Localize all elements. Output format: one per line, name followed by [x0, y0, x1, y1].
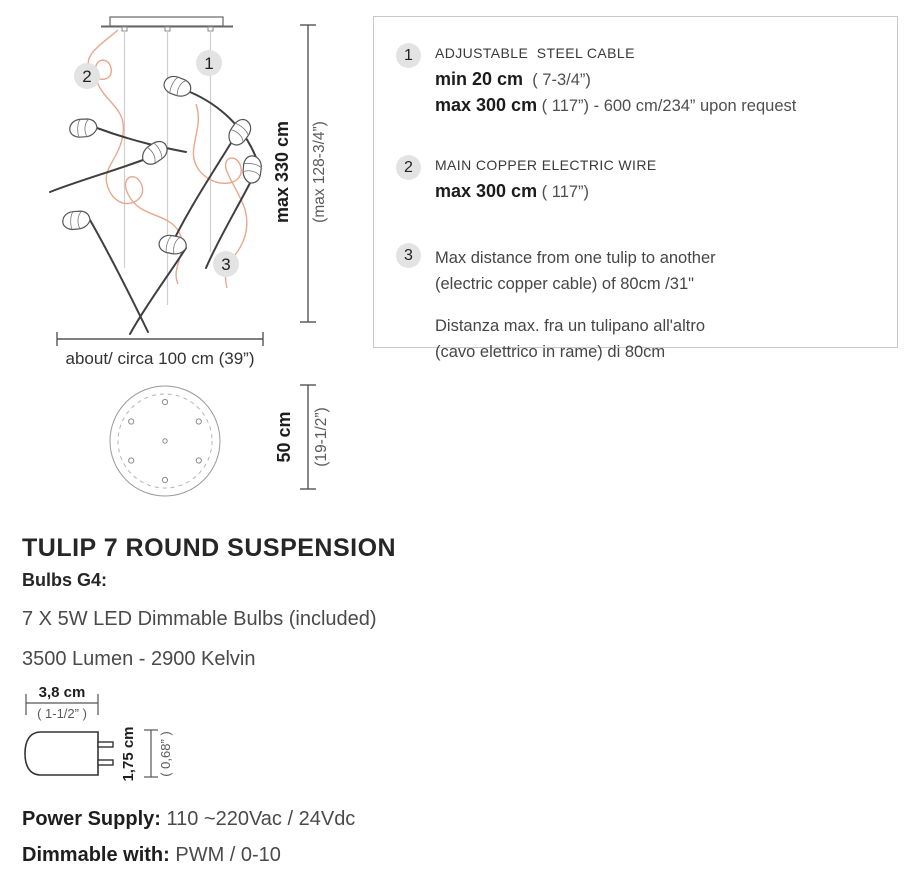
dimmable-label: Dimmable with: — [22, 844, 170, 866]
legend-item-1-line-1-rest: ( 7-3/4”) — [523, 71, 591, 89]
height-dimension-secondary: (max 128-3/4”) — [311, 121, 328, 223]
spec-lumen-kelvin: 3500 Lumen - 2900 Kelvin — [22, 648, 256, 670]
height-dimension-primary: max 330 cm — [272, 120, 292, 224]
legend-item-3-en-line-1: Max distance from one tulip to another — [435, 249, 716, 267]
bulb-width-secondary: ( 1-1/2” ) — [37, 706, 87, 721]
width-dimension-label: about/ circa 100 cm (39”) — [65, 349, 255, 368]
legend-item-copper-wire — [396, 157, 897, 205]
callout-1-number: 1 — [204, 54, 214, 73]
legend-item-3-it-line-2: (cavo elettrico in rame) di 80cm — [435, 343, 666, 361]
callout-3-number: 3 — [221, 255, 231, 274]
legend-item-1-line-1 — [435, 67, 897, 93]
spec-bulbs: 7 X 5W LED Dimmable Bulbs (included) — [22, 608, 377, 630]
bulb-body — [25, 732, 113, 775]
bulb-height-primary: 1,75 cm — [120, 726, 137, 782]
legend-item-steel-cable — [396, 45, 897, 119]
canopy-top-view — [110, 386, 220, 496]
legend-item-2-line-1-rest: ( 117”) — [537, 183, 590, 201]
legend-item-2-line-1 — [435, 179, 897, 205]
legend-item-1-line-2-bold: max 300 cm — [435, 95, 538, 115]
product-block — [22, 534, 396, 671]
bulb-pin-bottom — [98, 760, 113, 765]
canopy-dimension-secondary: (19-1/2”) — [313, 407, 330, 467]
legend-item-2-line-1-bold: max 300 cm — [435, 181, 538, 201]
bulb-width-primary: 3,8 cm — [38, 684, 86, 701]
callout-1 — [196, 50, 222, 76]
legend-item-tulip-distance — [396, 245, 897, 365]
canopy — [101, 17, 233, 31]
bulb-height-dimension — [144, 730, 158, 777]
legend-badge-3: 3 — [396, 243, 421, 268]
legend-item-3-it-line-1: Distanza max. fra un tulipano all'altro — [435, 317, 706, 335]
bulb-height-secondary: ( 0,68” ) — [158, 731, 173, 777]
dimmable-value: PWM / 0-10 — [169, 844, 281, 866]
callout-2 — [74, 63, 100, 89]
legend-item-1-line-2 — [435, 93, 897, 119]
legend-badge-1: 1 — [396, 43, 421, 68]
legend-item-2-title: MAIN COPPER ELECTRIC WIRE — [435, 157, 657, 173]
electrical-block — [22, 808, 355, 880]
legend-badge-2: 2 — [396, 155, 421, 180]
dimmable-line — [22, 844, 355, 867]
legend-box — [373, 16, 898, 361]
width-dimension — [57, 332, 263, 346]
legend-item-1-title: ADJUSTABLE STEEL CABLE — [435, 45, 635, 61]
power-supply-label: Power Supply: — [22, 808, 161, 830]
bulbs-label: Bulbs G4: — [22, 570, 108, 590]
legend-item-1-line-2-rest: ( 117”) - 600 cm/234” upon request — [537, 97, 797, 115]
bulb-diagram — [20, 682, 230, 802]
legend-item-1-line-1-bold: min 20 cm — [435, 69, 524, 89]
tulip-heads — [62, 72, 265, 259]
suspension-diagram — [0, 0, 370, 510]
callout-2-number: 2 — [82, 67, 92, 86]
callout-3 — [213, 251, 239, 277]
power-supply-value: 110 ~220Vac / 24Vdc — [160, 808, 356, 830]
product-title: TULIP 7 ROUND SUSPENSION — [22, 534, 397, 562]
legend-item-3-en-line-2: (electric copper cable) of 80cm /31" — [435, 275, 694, 293]
power-supply-line — [22, 808, 355, 831]
canopy-dimension-primary: 50 cm — [274, 411, 294, 463]
bulb-pin-top — [98, 742, 113, 747]
